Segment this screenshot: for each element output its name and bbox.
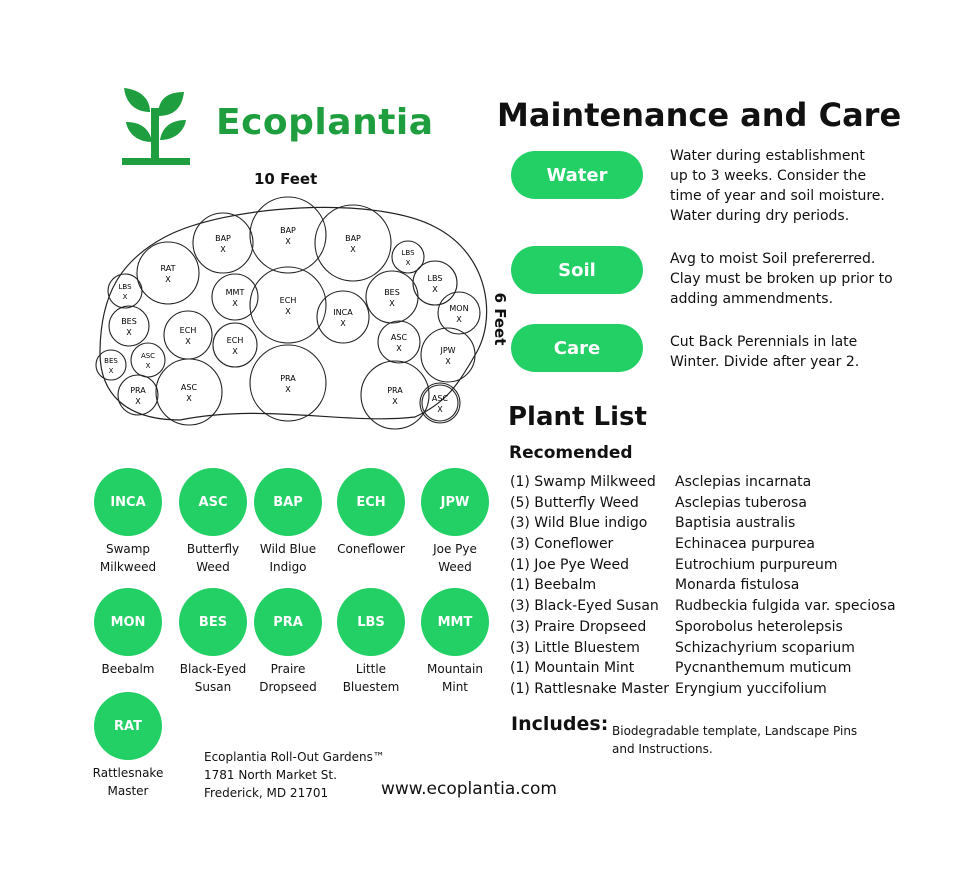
plant-mark: X bbox=[122, 293, 128, 301]
legend-name-line: Black-Eyed bbox=[179, 662, 247, 676]
address bbox=[204, 748, 385, 802]
legend-name-line: Weed bbox=[438, 560, 472, 574]
plant-code: ECH bbox=[226, 336, 244, 345]
plant-circle-asc bbox=[422, 385, 458, 421]
plant-circle-pra bbox=[250, 345, 326, 421]
plant-circle-bap bbox=[193, 213, 253, 273]
plant-circle-bes bbox=[366, 271, 418, 323]
planting-bed-diagram bbox=[95, 195, 495, 435]
plant-code: ECH bbox=[179, 326, 197, 335]
text-line: adding ammendments. bbox=[670, 291, 834, 307]
plant-code: INCA bbox=[333, 308, 353, 317]
legend-item-bap bbox=[243, 468, 333, 576]
legend-code: RAT bbox=[94, 692, 162, 760]
legend-name-line: Mint bbox=[442, 680, 468, 694]
legend-name bbox=[326, 660, 416, 696]
plant-circle-asc bbox=[378, 321, 420, 363]
plant-mark: X bbox=[285, 385, 291, 394]
sprout-logo-icon bbox=[120, 88, 200, 168]
legend-code: BAP bbox=[254, 468, 322, 536]
legend-name bbox=[83, 540, 173, 576]
list-item bbox=[510, 575, 896, 596]
list-item bbox=[510, 493, 896, 514]
plant-code: PRA bbox=[387, 386, 403, 395]
plant-code: ECH bbox=[279, 296, 297, 305]
plant-mark: X bbox=[445, 357, 451, 366]
plant-code: BAP bbox=[345, 234, 361, 243]
list-item bbox=[510, 555, 896, 576]
brand-name: Ecoplantia bbox=[216, 102, 434, 143]
legend-name-line: Praire bbox=[270, 662, 306, 676]
legend-item-jpw bbox=[410, 468, 500, 576]
list-item bbox=[510, 472, 896, 493]
plant-code: RAT bbox=[160, 264, 176, 273]
plant-code: BAP bbox=[280, 226, 296, 235]
plant-code: MON bbox=[449, 304, 469, 313]
plant-circle-bes bbox=[109, 306, 149, 346]
text-line: and Instructions. bbox=[612, 742, 713, 756]
text-line: Winter. Divide after year 2. bbox=[670, 354, 860, 370]
legend-code: JPW bbox=[421, 468, 489, 536]
common-name: (1) Mountain Mint bbox=[510, 660, 635, 677]
plant-code: ASC bbox=[180, 383, 198, 392]
soil-text bbox=[670, 249, 920, 309]
plant-circle-jpw bbox=[421, 328, 475, 382]
legend-name-line: Coneflower bbox=[337, 542, 405, 556]
common-name: (1) Rattlesnake Master bbox=[510, 680, 669, 697]
list-item bbox=[510, 513, 896, 534]
bed-width-label: 10 Feet bbox=[254, 170, 318, 188]
soil-badge: Soil bbox=[511, 246, 643, 294]
legend-name bbox=[243, 660, 333, 696]
water-text bbox=[670, 146, 910, 226]
plant-code: BES bbox=[104, 357, 118, 365]
legend-name-line: Little bbox=[355, 662, 387, 676]
common-name: (3) Coneflower bbox=[510, 536, 614, 553]
plant-code: BES bbox=[384, 288, 400, 297]
legend-name bbox=[83, 660, 173, 678]
legend-name bbox=[326, 540, 416, 558]
care-text bbox=[670, 332, 910, 372]
brand-logo bbox=[120, 88, 440, 168]
legend-name bbox=[410, 540, 500, 576]
plant-circle-lbs bbox=[108, 274, 142, 308]
legend-code: LBS bbox=[337, 588, 405, 656]
legend-name-line: Milkweed bbox=[99, 560, 157, 574]
plant-code: ASC bbox=[390, 333, 408, 342]
plant-circle-ech bbox=[164, 311, 212, 359]
list-item bbox=[510, 596, 896, 617]
maintenance-title: Maintenance and Care bbox=[497, 96, 902, 134]
plant-list-title: Plant List bbox=[508, 402, 647, 432]
legend-item-rat bbox=[83, 692, 173, 800]
legend-name-line: Rattlesnake bbox=[92, 766, 164, 780]
plant-code: PRA bbox=[130, 386, 146, 395]
legend-name-line: Dropseed bbox=[259, 680, 317, 694]
plant-circle-ech bbox=[213, 323, 257, 367]
plant-mark: X bbox=[456, 315, 462, 324]
legend-item-pra bbox=[243, 588, 333, 696]
legend-name-line: Butterfly bbox=[186, 542, 240, 556]
common-name: (3) Praire Dropseed bbox=[510, 618, 647, 635]
common-name: (1) Swamp Milkweed bbox=[510, 474, 656, 490]
latin-name: Rudbeckia fulgida var. speciosa bbox=[675, 598, 896, 615]
plant-circle-asc bbox=[131, 343, 165, 377]
text-line: Water during establishment bbox=[670, 148, 865, 164]
plant-code: BAP bbox=[215, 234, 231, 243]
legend-name bbox=[410, 660, 500, 696]
plant-code: LBS bbox=[401, 249, 415, 257]
latin-name: Eutrochium purpureum bbox=[675, 556, 838, 573]
legend-item-lbs bbox=[326, 588, 416, 696]
plant-code: ASC bbox=[431, 394, 449, 403]
plant-circle-ech bbox=[250, 267, 326, 343]
latin-name: Eryngium yuccifolium bbox=[675, 680, 827, 697]
list-item bbox=[510, 617, 896, 638]
plant-mark: X bbox=[437, 405, 443, 414]
plant-code: PRA bbox=[280, 374, 296, 383]
text-line: Biodegradable template, Landscape Pins bbox=[612, 724, 858, 738]
legend-name bbox=[243, 540, 333, 576]
plant-list-subtitle: Recomended bbox=[509, 443, 633, 463]
plant-mark: X bbox=[165, 275, 171, 284]
legend-name-line: Weed bbox=[196, 560, 230, 574]
bed-height-label: 6 Feet bbox=[491, 292, 509, 346]
text-line: Clay must be broken up prior to bbox=[670, 271, 893, 287]
legend-name-line: Beebalm bbox=[101, 662, 155, 676]
address-line: Ecoplantia Roll-Out Gardens™ bbox=[204, 750, 385, 764]
legend-item-inca bbox=[83, 468, 173, 576]
common-name: (3) Black-Eyed Susan bbox=[510, 598, 659, 615]
list-item bbox=[510, 534, 896, 555]
plant-mark: X bbox=[220, 245, 226, 254]
legend-code: INCA bbox=[94, 468, 162, 536]
plant-circle-rat bbox=[137, 242, 199, 304]
plant-circle-pra bbox=[118, 375, 158, 415]
plant-code: MMT bbox=[225, 288, 245, 297]
plant-mark: X bbox=[232, 347, 238, 356]
legend-item-mon bbox=[83, 588, 173, 678]
latin-name: Baptisia australis bbox=[675, 515, 796, 532]
plant-code: LBS bbox=[118, 283, 132, 291]
includes-text bbox=[612, 722, 882, 758]
text-line: up to 3 weeks. Consider the bbox=[670, 168, 867, 184]
plant-mark: X bbox=[285, 307, 291, 316]
common-name: (5) Butterfly Weed bbox=[510, 494, 639, 511]
water-badge: Water bbox=[511, 151, 643, 199]
plant-mark: X bbox=[285, 237, 291, 246]
common-name: (3) Wild Blue indigo bbox=[510, 515, 648, 532]
latin-name: Asclepias tuberosa bbox=[675, 494, 807, 511]
plant-mark: X bbox=[340, 319, 346, 328]
website-link[interactable]: www.ecoplantia.com bbox=[381, 779, 557, 799]
legend-name-line: Bluestem bbox=[342, 680, 400, 694]
plant-code: JPW bbox=[440, 346, 456, 355]
legend-name-line: Mountain bbox=[427, 662, 483, 676]
plant-mark: X bbox=[185, 337, 191, 346]
latin-name: Pycnanthemum muticum bbox=[675, 660, 852, 677]
list-item bbox=[510, 638, 896, 659]
address-line: Frederick, MD 21701 bbox=[204, 786, 329, 800]
legend-code: BES bbox=[179, 588, 247, 656]
legend-code: ECH bbox=[337, 468, 405, 536]
address-line: 1781 North Market St. bbox=[204, 768, 337, 782]
latin-name: Echinacea purpurea bbox=[675, 536, 816, 553]
plant-list bbox=[510, 472, 896, 700]
legend-code: MON bbox=[94, 588, 162, 656]
plant-mark: X bbox=[432, 285, 438, 294]
text-line: Cut Back Perennials in late bbox=[670, 334, 858, 350]
list-item bbox=[510, 658, 896, 679]
legend-name-line: Susan bbox=[194, 680, 232, 694]
plant-mark: X bbox=[392, 397, 398, 406]
plant-code: ASC bbox=[140, 352, 156, 360]
includes-label: Includes: bbox=[511, 713, 609, 735]
text-line: time of year and soil moisture. bbox=[670, 188, 885, 204]
text-line: Avg to moist Soil prefererred. bbox=[670, 251, 876, 267]
legend-code: PRA bbox=[254, 588, 322, 656]
latin-name: Asclepias incarnata bbox=[675, 474, 812, 490]
legend-name-line: Master bbox=[107, 784, 149, 798]
plant-mark: X bbox=[186, 394, 192, 403]
plant-mark: X bbox=[232, 299, 238, 308]
legend-name-line: Swamp bbox=[105, 542, 151, 556]
latin-name: Sporobolus heterolepsis bbox=[675, 618, 843, 635]
legend-item-ech bbox=[326, 468, 416, 558]
legend-name-line: Wild Blue bbox=[259, 542, 317, 556]
text-line: Water during dry periods. bbox=[670, 208, 850, 224]
care-badge: Care bbox=[511, 324, 643, 372]
plant-mark: X bbox=[350, 245, 356, 254]
legend-name bbox=[83, 764, 173, 800]
plant-mark: X bbox=[405, 259, 411, 267]
plant-mark: X bbox=[389, 299, 395, 308]
plant-circle-bap bbox=[315, 205, 391, 281]
legend-name-line: Joe Pye bbox=[433, 542, 477, 556]
plant-circle-lbs bbox=[413, 261, 457, 305]
common-name: (1) Joe Pye Weed bbox=[510, 556, 629, 573]
list-item bbox=[510, 679, 896, 700]
legend-code: ASC bbox=[179, 468, 247, 536]
plant-mark: X bbox=[126, 328, 132, 337]
common-name: (1) Beebalm bbox=[510, 577, 597, 594]
plant-mark: X bbox=[396, 344, 402, 353]
latin-name: Monarda fistulosa bbox=[675, 577, 800, 594]
legend-name-line: Indigo bbox=[269, 560, 307, 574]
legend-item-mmt bbox=[410, 588, 500, 696]
common-name: (3) Little Bluestem bbox=[510, 639, 640, 656]
plant-mark: X bbox=[108, 367, 114, 375]
latin-name: Schizachyrium scoparium bbox=[675, 639, 855, 656]
plant-circle-inca bbox=[317, 291, 369, 343]
plant-mark: X bbox=[135, 397, 141, 406]
plant-code: LBS bbox=[427, 274, 443, 283]
plant-circle-asc bbox=[156, 359, 222, 425]
legend-code: MMT bbox=[421, 588, 489, 656]
plant-mark: X bbox=[145, 362, 151, 370]
plant-circle-asc bbox=[420, 383, 460, 423]
plant-code: BES bbox=[121, 317, 137, 326]
